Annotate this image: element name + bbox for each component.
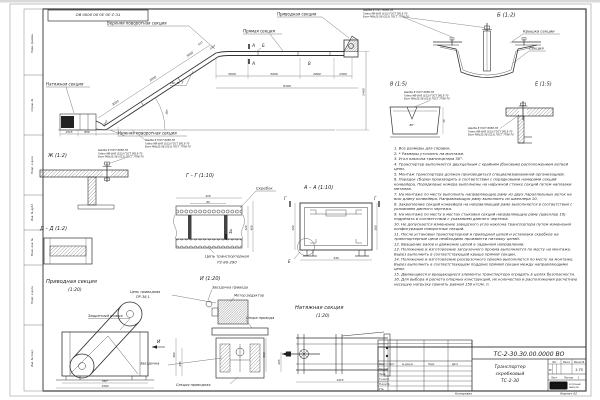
detail-mark-b: Б [262,43,265,48]
callout-line: Болт М8х25.58 (S13) ГОСТ 7796-70 [363,15,409,19]
bolt-callout-zh [98,148,144,164]
label-straight-section: Прямая секция [243,28,275,34]
dim-label: 850 [84,130,90,134]
section-mark-a-bottom: А [252,62,256,67]
label-lower-turn-section: Нижняя поворотная секция [118,130,177,136]
view-i [130,276,274,387]
note-item: 4. Транспортер выполняется двухцепным с крайним (боковым) расположением ветвей цепи. [394,161,569,172]
note-item: 2. * Размеры уточнить на монтаже. [394,151,465,156]
tb-doc-number: ТС-2-30.30.00.0000 ВО [493,351,565,358]
margin-cell-label: Справ. № [31,98,34,112]
note-item: 5. Монтаж транспортера должен производиться специализированной организацией. [394,171,565,177]
tb-copied: Копировал [455,391,473,396]
main-view-labels [46,12,349,137]
tb-prov: Пров. [379,372,387,376]
note-item: 12. Вращение валов и движение цепей в заданном направлении. [394,241,525,247]
dim-label: 1047 [101,119,109,128]
label-section-cover: Крышка секции [523,28,555,34]
bolt-callout-b [363,8,484,37]
tb-utv: Утв. [379,387,385,391]
dim-label: 780* [101,379,109,383]
corner-stamp [48,10,148,21]
callout-line: Шайба 8 ГОСТ 6958-78 [404,91,434,94]
view-drive-title: Приводная секция [46,279,97,285]
dim-label: 3000 [185,50,195,59]
label-conveyor-chain-2: Р2-80-290 [217,259,237,265]
detail-zh-title: Ж (1:2) [48,153,67,159]
label-conveyor-chain-1: Цепь транспортерная [205,253,249,259]
label-protective-cover: Защитный кожух [88,313,123,318]
dim-label: 560 [262,352,266,358]
margin-cell-label: Подп. и дата [31,156,34,174]
main-view [46,12,369,149]
detail-mark-e: Е [288,259,291,264]
tension-section-drawing [60,114,96,130]
label-section: Секция [529,45,544,51]
dim-label: 400 [250,225,254,231]
margin-strip [24,9,43,391]
dim-label: 2660 [313,71,321,76]
section-mark-d: Д [229,229,233,234]
company-logo-sub-1: КОТЕЛЬНЫЙ [569,384,581,386]
callout-line: Шайба 8 ГОСТ 6958-78 [363,9,393,12]
tb-ndoc: № докум. [402,362,414,366]
detail-zh [40,148,144,209]
dim-label-angle: 30° [164,108,170,115]
label-tension-section: Натяжная секция [46,81,84,87]
callout-line: Гайка М8-6Н5 (S13) ГОСТ 5915-70 [468,130,513,134]
company-logo [550,382,582,390]
view-tension-section [262,305,390,382]
dim-label: 1067 [209,44,217,51]
dim-label: 1500 [339,71,347,76]
label-drive-support: Опора привода [246,316,275,320]
corner-stamp-number: ТС-2-30.30.00.0000 ВО [75,12,121,18]
callout-line: Шайба 8 ГОСТ 6958-78 [468,127,498,130]
note-item: 1. Все размеры для справок. [394,146,451,151]
section-aa [284,185,379,264]
tb-format: Формат А2 [560,391,578,396]
detail-e [468,82,553,144]
tb-scale-label: Масштаб [573,361,585,364]
callout-line: Шайба 8 ГОСТ 6958-78 [145,139,175,142]
section-aa-title: А – А (1:10) [304,185,334,191]
view-arrow-i: И [157,340,161,345]
technical-notes [394,146,578,287]
callout-line: Шайба 8 ГОСТ 6958-78 [98,149,128,152]
dim-label: 380 [374,225,378,231]
view-tension-scale: (1:20) [316,314,330,319]
tb-data: Дата [452,362,458,366]
callout-line: Болт М8х25.58 (S13) ГОСТ 7796-70 [98,155,144,159]
view-tension-title: Натяжная секция [295,305,344,311]
note-item: 3. Угол наклона транспортера 30°. [394,156,464,162]
margin-cell-label: Инв. № дубл. [31,203,34,221]
dim-label: 1515 [65,130,73,134]
bolt-callout-e [468,115,519,137]
tb-podp: Подп. [428,362,435,366]
tb-razrab: Разраб. [379,367,389,371]
section-gg-title: Г – Г (1:10) [186,173,214,179]
section-dd [39,226,92,264]
tb-lit-label: Лит. [551,361,558,364]
dim-label: 80 [206,200,210,204]
dim-label: 3000 [228,71,236,76]
label-drive-sprocket: Звездочка привода [212,285,248,290]
dim-label: 340 [333,256,339,260]
margin-cell-label: Подп. и дата [31,286,34,304]
note-item: 10. Не допускается изменение заводского угла наклона транспортера путем изменения конфигурации поворотных секций. [394,221,572,232]
tb-sheet-label: Лист [551,376,558,380]
bolt-callout-v [404,90,450,107]
detail-v [390,82,450,138]
section-mark-g-right: Г [374,196,377,201]
tb-name-3: ТС-2-30 [500,379,520,384]
tb-list-col: Лист [388,362,395,366]
dim-label: 205 [278,359,281,365]
margin-cell-label: Инв. № подл. [31,349,34,367]
tb-lit-value: М [548,367,552,372]
dim-top-row [216,58,358,88]
note-item: 9. На монтаже по месту в местах стыковки секций направляющую раму (швеллер 10) подрезать в соответствии с указанием данного чертежа. [394,211,566,222]
section-mark-g-left: Г [284,196,287,201]
dim-label: 1500 [101,384,109,388]
tb-name-1: Транспортер [494,365,526,370]
margin-cell-label: Перв. примен. [31,33,34,53]
detail-b [363,8,560,78]
dim-label: 3000 [148,74,158,83]
label-drive-section-part: Секция приводная [176,383,211,387]
note-item: 11. После установки транспортерной и приводной цепей и установки скребков на транспортерные цепи необходимо произвести натяжку цепей. [394,231,559,242]
tb-sheets-label: Листов [564,376,573,380]
dim-label-v-angle: 80° [409,123,415,127]
callout-line: Гайка М8-6Н5 (S13) ГОСТ 5915-70 [363,12,408,16]
tb-mass-label: Масса [563,361,570,364]
note-item: 14. Положение и изготовление разгрузочного проема выполняется по месту на монтаже. Вырез выполнить в соответствующем поддоне прямой секции между направляющими цепи. [394,257,574,272]
label-upper-turn-section: Верхняя поворотная секция [107,20,167,26]
section-gg [174,173,277,265]
title-block [378,340,586,396]
view-drive-scale: (1:20) [68,288,82,293]
dim-label: 45 [443,119,446,123]
detail-e-title: Е (1:5) [535,81,552,88]
label-drive-section: Приводная секция [277,11,317,17]
dim-label: 3000 [270,71,278,76]
label-drive-chain-1: Цепь приводная [130,290,161,294]
note-item: 16. Для выбора и расчета опорных конструкций, их количества и расположения расчетную несущую нагрузку принять равной 150 кгс/м. п. [394,277,578,287]
company-logo-text: KVZR [552,383,565,389]
dim-label: 320 [245,225,248,231]
note-item: 6. Порядок сборки производить в соответствии с порядковыми номерами секций конвейера. Порядковые номера выполнены на наружной стенке секций путем наплавки металла. [394,177,572,192]
detail-mark-v: В [308,61,311,66]
note-item: 15. Движущиеся и вращающиеся элементы транспортера оградить в целях безопасности. [394,271,576,277]
note-item: 7. На монтаже по месту выполнить направляющую раму из двух параллельных веток на всю длину конвейера. Направляющую раму выполнить из швеллера 10. [394,191,572,202]
view-i-title: И (1:20) [200,276,221,282]
callout-line: Болт М8х25.58 (S13) ГОСТ 7796-70 [468,133,514,137]
label-drive-chain-2: ПР-38,1 [136,295,150,299]
section-dd-title: Д – Д (1:2) [40,226,68,232]
callout-line: Болт М8х25.58 (S13) ГОСТ 7796-70 [404,97,450,101]
dim-label: 560 [173,352,176,358]
note-item: 8. Закрепление секций конвейера на направляющей раме выполняется в соответствии с указанием данного чертежа. [394,201,573,212]
dim-label-height: 5480 [361,88,366,96]
callout-line: Гайка М8-6Н5 (S13) ГОСТ 5915-70 [145,142,190,146]
tb-sheets-value: 1 [578,376,580,380]
margin-cell-label: Взам. инв. № [31,238,34,256]
dim-label-total: 9160 [283,83,291,88]
callout-line: Гайка М8-6Н5 (S13) ГОСТ 5915-70 [98,152,143,156]
label-motor-reducer: Мотор редуктор [234,293,265,298]
dim-label: 3000 [111,99,120,107]
company-logo-sub-2: ЗАВОД РФ [569,387,579,389]
dim-label: 320 [205,194,211,198]
dim-label: 612 [197,40,204,47]
callout-line: Гайка М8-6Н5 (S13) ГОСТ 5915-70 [404,94,449,98]
tb-nkontr: Н.контр. [379,382,391,386]
tb-scale-value: 1:75 [575,367,583,372]
tb-tkontr: Т.контр. [379,377,390,381]
drive-unit-drawing [344,36,358,57]
label-scraper: Скребок [256,185,273,191]
dim-label: 300 [292,225,295,231]
dim-label: 1515 [336,378,344,382]
note-item: 13. Положение и изготовление загрузочного проема выполняется по месту на монтаже. Вырез выполнить в соответствующей крыше прямой секции. [394,247,572,257]
label-see-note: см. п. 7 [170,81,184,85]
dim-label: 255 [179,361,182,367]
detail-b-title: Б (1:2) [497,12,516,19]
dim-incline [99,40,217,118]
detail-v-title: В (1:5) [390,81,407,88]
section-mark-a-top: А [252,44,256,49]
tb-name-2: скребковый [495,372,525,377]
callout-line: Болт М8х25.58 (S13) ГОСТ 7796-70 [145,145,191,149]
tb-izm: Изм. [379,362,385,366]
label-sprocket: Звездочка [140,361,160,366]
dim-height [336,52,369,131]
